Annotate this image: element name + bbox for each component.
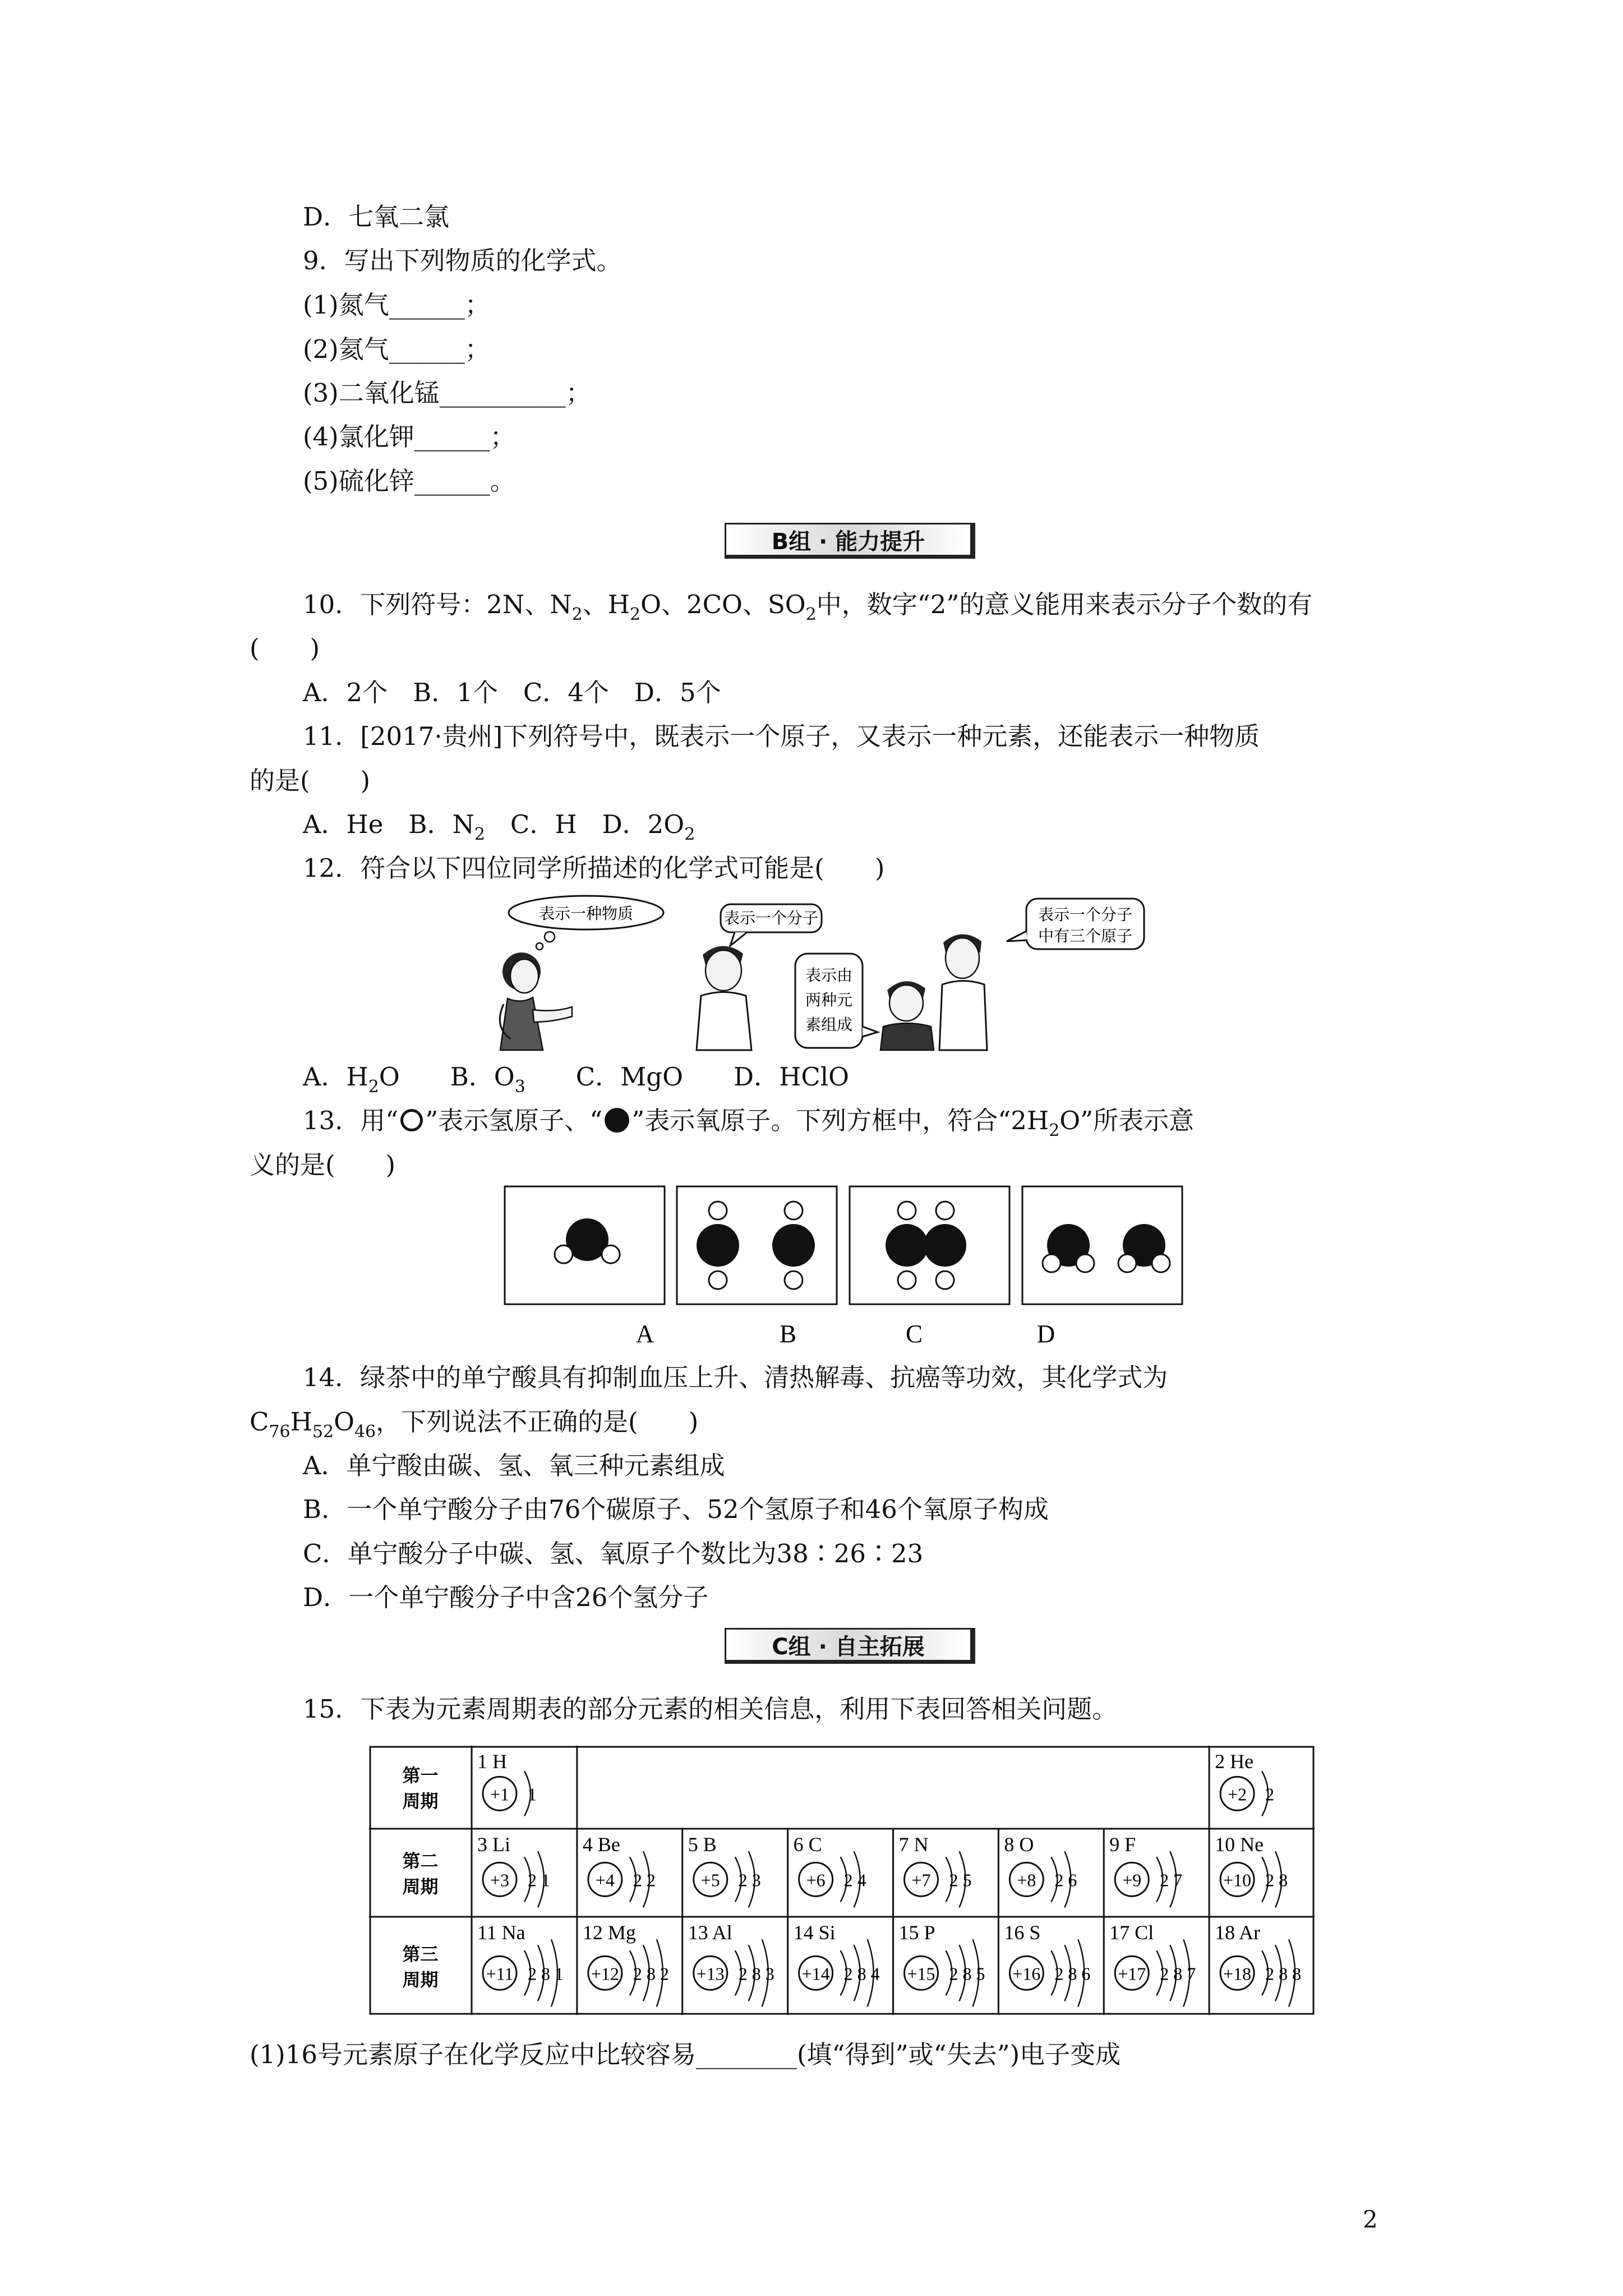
period-label: 第二 (402, 1851, 439, 1871)
nucleus-charge: +18 (1223, 1963, 1252, 1984)
shell-electron-count: 5 (962, 1870, 972, 1890)
nucleus-charge: +16 (1012, 1963, 1041, 1984)
shell-electron-count: 2 (1265, 1963, 1275, 1984)
period-label: 第三 (402, 1944, 439, 1964)
shell-electron-count: 2 (738, 1870, 748, 1890)
shell-electron-count: 2 (1160, 1870, 1169, 1890)
element-name: 9 F (1109, 1833, 1136, 1856)
shell-electron-count: 8 (1279, 1963, 1288, 1984)
element-name: 10 Ne (1215, 1833, 1264, 1856)
nucleus-charge: +3 (490, 1870, 510, 1890)
option-b-label: B (779, 1320, 797, 1346)
shell-electron-count: 2 (843, 1963, 853, 1984)
element-name: 13 Al (688, 1921, 732, 1944)
periodic-table (369, 1746, 1315, 2015)
shell-electron-count: 2 (633, 1963, 642, 1984)
q11-options: A．He B．$N_2$ C．H D．$2O_2$ (303, 809, 695, 844)
period-label: 周期 (402, 1876, 439, 1897)
nucleus-charge: +8 (1017, 1870, 1036, 1890)
shell-electron-count: 2 (633, 1870, 642, 1890)
shell-electron-count: 2 (1054, 1963, 1064, 1984)
speech-bubble-2 (721, 904, 822, 946)
nucleus-charge: +1 (490, 1784, 510, 1805)
shell-electron-count: 2 (843, 1870, 853, 1890)
student-boy-3 (939, 934, 987, 1050)
nucleus-charge: +7 (911, 1870, 931, 1890)
q14-option-a: A．单宁酸由碳、氢、氧三种元素组成 (303, 1451, 725, 1480)
shell-electron-count: 2 (1265, 1870, 1275, 1890)
oxygen-atom-icon (605, 1108, 629, 1133)
bubble-4-line2: 中有三个原子 (1038, 928, 1133, 945)
element-name: 1 H (477, 1750, 507, 1773)
q10-answer-paren: ( ) (250, 633, 320, 663)
speech-bubble-4 (1007, 899, 1144, 949)
shell-electron-count: 8 (751, 1963, 761, 1984)
student-boy-2 (880, 981, 934, 1050)
nucleus-charge: +11 (486, 1963, 514, 1984)
period-label: 周期 (402, 1791, 439, 1811)
nucleus-charge: +14 (801, 1963, 830, 1984)
hydrogen-atom-icon (400, 1109, 423, 1131)
q13-stem: 13．用“ ”表示氢原子、“ ”表示氧原子。下列方框中，符合“$2H_2O$”所表示意 (303, 1106, 1195, 1140)
shell-electron-count: 3 (751, 1870, 761, 1890)
shell-electron-count: 1 (528, 1784, 537, 1805)
bubble-1-text: 表示一种物质 (538, 905, 634, 923)
shell-electron-count: 2 (738, 1963, 748, 1984)
shell-electron-count: 2 (949, 1870, 958, 1890)
element-name: 2 He (1215, 1750, 1254, 1773)
shell-electron-count: 2 (1160, 1963, 1169, 1984)
q12-cartoon (488, 892, 1217, 1060)
shell-electron-count: 8 (1173, 1963, 1183, 1984)
thought-bubble-1 (509, 896, 663, 950)
student-girl (500, 953, 572, 1050)
shell-electron-count: 8 (541, 1963, 550, 1984)
q9-item-3: (3)二氧化锰__________； (303, 378, 591, 408)
element-name: 12 Mg (582, 1921, 636, 1944)
option-d-label: D (1036, 1320, 1055, 1346)
period-label: 第一 (402, 1765, 439, 1786)
element-name: 8 O (1004, 1833, 1034, 1856)
q13-diagram (502, 1184, 1203, 1346)
q9-item-5: (5)硫化锌______。 (303, 466, 515, 496)
q13-stem-cont: 义的是( ) (250, 1150, 396, 1180)
shell-electron-count: 2 (528, 1963, 537, 1984)
section-banner-c: C组 · 自主拓展 (725, 1628, 975, 1664)
shell-electron-count: 4 (870, 1963, 880, 1984)
q9-stem: 9．写出下列物质的化学式。 (303, 246, 622, 275)
q15-stem: 15．下表为元素周期表的部分元素的相关信息，利用下表回答相关问题。 (303, 1694, 1118, 1724)
element-name: 17 Cl (1109, 1921, 1154, 1944)
q8-option-d: D．七氧二氯 (303, 202, 450, 232)
shell-electron-count: 2 (660, 1963, 669, 1984)
q14-formula-line: $C_{76}H_{52}O_{46}$，下列说法不正确的是( ) (250, 1407, 699, 1442)
shell-electron-count: 2 (949, 1963, 958, 1984)
shell-electron-count: 4 (857, 1870, 866, 1890)
q11-stem-cont: 的是( ) (250, 766, 371, 795)
q12-options: A．$H_2O$ B．$O_3$ C．MgO D．HClO (303, 1062, 850, 1097)
element-name: 14 Si (793, 1921, 836, 1944)
q12-stem: 12．符合以下四位同学所描述的化学式可能是( ) (303, 853, 885, 883)
option-c-label: C (905, 1320, 923, 1346)
element-name: 15 P (898, 1921, 935, 1944)
q14-option-d: D．一个单宁酸分子中含26个氢分子 (303, 1582, 709, 1612)
nucleus-charge: +15 (907, 1963, 935, 1984)
nucleus-charge: +17 (1118, 1963, 1146, 1984)
shell-electron-count: 8 (1068, 1963, 1077, 1984)
shell-electron-count: 8 (962, 1963, 972, 1984)
nucleus-charge: +5 (700, 1870, 720, 1890)
element-name: 16 S (1004, 1921, 1041, 1944)
q10-stem: 10．下列符号：2N、$N_2$、$H_2O$、2CO、$SO_2$中，数字“2”的意义能用来表示分子个数的有 (303, 590, 1313, 624)
shell-electron-count: 8 (857, 1963, 866, 1984)
shell-electron-count: 3 (765, 1963, 774, 1984)
shell-electron-count: 6 (1068, 1870, 1077, 1890)
shell-electron-count: 1 (555, 1963, 564, 1984)
element-name: 7 N (898, 1833, 929, 1856)
nucleus-charge: +12 (591, 1963, 619, 1984)
nucleus-charge: +2 (1228, 1784, 1247, 1805)
shell-electron-count: 8 (646, 1963, 656, 1984)
section-banner-b: B组 · 能力提升 (725, 523, 975, 559)
element-name: 18 Ar (1215, 1921, 1261, 1944)
q14-stem: 14．绿茶中的单宁酸具有抑制血压上升、清热解毒、抗癌等功效，其化学式为 (303, 1363, 1168, 1392)
shell-electron-count: 5 (976, 1963, 985, 1984)
nucleus-charge: +10 (1223, 1870, 1252, 1890)
nucleus-charge: +4 (595, 1870, 615, 1890)
speech-bubble-3 (795, 954, 878, 1048)
shell-electron-count: 2 (528, 1870, 537, 1890)
option-a-label: A (635, 1320, 654, 1346)
q14-option-b: B．一个单宁酸分子由76个碳原子、52个氢原子和46个氧原子构成 (303, 1494, 1049, 1524)
shell-electron-count: 2 (646, 1870, 656, 1890)
q9-item-4: (4)氯化钾______； (303, 422, 515, 452)
bubble-3-line2: 两种元 (805, 992, 853, 1009)
element-name: 6 C (793, 1833, 822, 1856)
element-name: 11 Na (477, 1921, 525, 1944)
shell-electron-count: 6 (1081, 1963, 1091, 1984)
student-boy-1 (697, 946, 751, 1050)
bubble-2-text: 表示一个分子 (723, 910, 819, 927)
q9-item-1: (1)氮气______； (303, 290, 490, 320)
shell-electron-count: 8 (1279, 1870, 1288, 1890)
q9-item-2: (2)氦气______； (303, 334, 490, 364)
period-label: 周期 (402, 1970, 439, 1990)
bubble-3-line3: 素组成 (805, 1016, 853, 1034)
q10-options: A．2个 B．1个 C．4个 D．5个 (303, 678, 721, 707)
nucleus-charge: +13 (696, 1963, 725, 1984)
element-name: 5 B (688, 1833, 717, 1856)
shell-electron-count: 8 (1292, 1963, 1302, 1984)
q11-stem: 11．[2017·贵州]下列符号中，既表示一个原子，又表示一种元素，还能表示一种物质 (303, 721, 1260, 751)
q15-subquestion-1: (1)16号元素原子在化学反应中比较容易________(填“得到”或“失去”)电子变成 (250, 2040, 1121, 2069)
nucleus-charge: +6 (806, 1870, 826, 1890)
shell-electron-count: 7 (1173, 1870, 1183, 1890)
shell-electron-count: 7 (1187, 1963, 1196, 1984)
page-number: 2 (1363, 2206, 1378, 2233)
nucleus-charge: +9 (1122, 1870, 1142, 1890)
q14-option-c: C．单宁酸分子中碳、氢、氧原子个数比为38∶26∶23 (303, 1539, 924, 1568)
shell-electron-count: 2 (1265, 1784, 1275, 1805)
shell-electron-count: 1 (541, 1870, 550, 1890)
bubble-4-line1: 表示一个分子 (1038, 907, 1133, 924)
shell-electron-count: 2 (1054, 1870, 1064, 1890)
bubble-3-line1: 表示由 (805, 967, 853, 984)
element-name: 4 Be (582, 1833, 620, 1856)
element-name: 3 Li (477, 1833, 510, 1856)
